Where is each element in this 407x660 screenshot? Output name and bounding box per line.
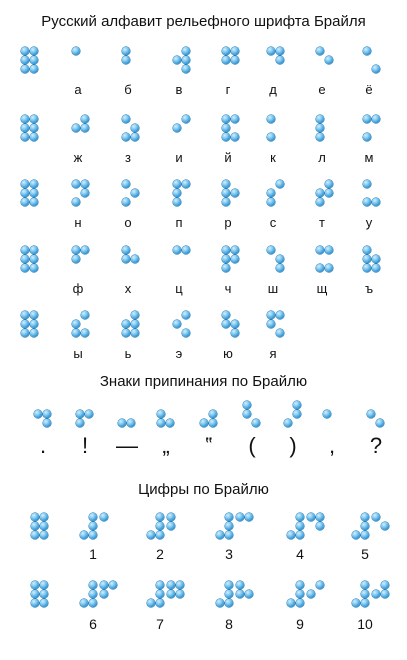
letter-label: ш [267, 281, 279, 296]
braille-dot [30, 65, 38, 73]
braille-dot [21, 198, 29, 206]
braille-dot [21, 115, 29, 123]
number-label: 10 [357, 616, 373, 632]
braille-dot [30, 320, 38, 328]
braille-dot [381, 590, 389, 598]
braille-dot [72, 198, 80, 206]
braille-dot [182, 329, 190, 337]
braille-dot [296, 531, 304, 539]
braille-dot [80, 599, 88, 607]
braille-dot [21, 189, 29, 197]
braille-dot [122, 320, 130, 328]
punctuation-label: , [328, 433, 336, 458]
letter-label: у [365, 215, 373, 230]
letter-label: ъ [364, 281, 374, 296]
braille-dot [222, 180, 230, 188]
braille-dot [167, 581, 175, 589]
braille-dot [21, 65, 29, 73]
braille-dot [72, 124, 80, 132]
braille-dot [30, 311, 38, 319]
letter-label: к [270, 150, 276, 165]
letter-label: в [175, 82, 183, 97]
braille-dot [72, 246, 80, 254]
letter-label: х [124, 281, 132, 296]
braille-dot [21, 180, 29, 188]
braille-dot [361, 522, 369, 530]
braille-dot [80, 531, 88, 539]
braille-dot [296, 522, 304, 530]
braille-dot [372, 255, 380, 263]
braille-dot [100, 581, 108, 589]
braille-dot [156, 531, 164, 539]
braille-dot [122, 246, 130, 254]
braille-dot [267, 320, 275, 328]
braille-dot [363, 198, 371, 206]
braille-dot [225, 581, 233, 589]
letter-label: ж [73, 150, 83, 165]
braille-dot [30, 124, 38, 132]
braille-dot [276, 47, 284, 55]
punctuation-label: ‟ [205, 433, 213, 458]
letter-label: й [224, 150, 232, 165]
braille-dot [267, 198, 275, 206]
braille-dot [122, 115, 130, 123]
letter-label: р [224, 215, 232, 230]
braille-dot [21, 124, 29, 132]
braille-dot [81, 329, 89, 337]
braille-dot [31, 581, 39, 589]
punctuation-label: „ [162, 433, 170, 458]
letter-label: е [318, 82, 326, 97]
braille-dot [21, 264, 29, 272]
braille-dot [122, 180, 130, 188]
braille-dot [267, 115, 275, 123]
braille-dot [89, 522, 97, 530]
braille-dot [76, 410, 84, 418]
braille-dot [166, 419, 174, 427]
braille-dot [372, 513, 380, 521]
braille-dot [372, 590, 380, 598]
letter-label: г [225, 82, 231, 97]
braille-dot [176, 581, 184, 589]
braille-dot [131, 255, 139, 263]
braille-dot [34, 410, 42, 418]
braille-dot [231, 47, 239, 55]
braille-dot [372, 65, 380, 73]
number-label: 1 [89, 546, 97, 562]
braille-dot [316, 124, 324, 132]
letter-label: ф [72, 281, 84, 296]
braille-dot [361, 513, 369, 521]
braille-dot [325, 264, 333, 272]
braille-dot [231, 56, 239, 64]
number-label: 5 [361, 546, 369, 562]
braille-dot [21, 255, 29, 263]
braille-dot [276, 329, 284, 337]
braille-dot [72, 320, 80, 328]
braille-dot [222, 320, 230, 328]
braille-dot [21, 246, 29, 254]
braille-dot [225, 531, 233, 539]
braille-dot [381, 581, 389, 589]
braille-dot [131, 189, 139, 197]
braille-dot [323, 410, 331, 418]
braille-dot [222, 56, 230, 64]
braille-dot [361, 590, 369, 598]
braille-dot [276, 311, 284, 319]
braille-dot [236, 513, 244, 521]
punctuation-label: — [116, 433, 138, 458]
punctuation-label: . [39, 433, 47, 458]
braille-dot [122, 133, 130, 141]
braille-dot [372, 198, 380, 206]
braille-dot [182, 311, 190, 319]
braille-dot [147, 531, 155, 539]
letter-label: с [269, 215, 277, 230]
braille-dot [243, 401, 251, 409]
braille-dot [118, 419, 126, 427]
braille-dot [363, 246, 371, 254]
braille-dot [31, 590, 39, 598]
letter-label: т [319, 215, 325, 230]
braille-dot [252, 419, 260, 427]
braille-dot [316, 581, 324, 589]
braille-dot [72, 47, 80, 55]
braille-dot [182, 65, 190, 73]
braille-dot [89, 599, 97, 607]
letter-label: ы [73, 346, 83, 361]
braille-dot [72, 255, 80, 263]
alphabet-title: Русский алфавит рельефного шрифта Брайля [41, 13, 366, 30]
braille-dot [40, 590, 48, 598]
braille-dot [156, 522, 164, 530]
letter-label: ц [175, 281, 183, 296]
braille-dot [231, 189, 239, 197]
braille-dot [363, 47, 371, 55]
braille-dot [245, 513, 253, 521]
punctuation-title: Знаки припинания по Брайлю [99, 373, 308, 390]
braille-dot [316, 189, 324, 197]
letter-label: и [175, 150, 183, 165]
braille-dot [361, 599, 369, 607]
braille-dot [173, 189, 181, 197]
braille-dot [81, 180, 89, 188]
braille-dot [131, 320, 139, 328]
braille-dot [267, 246, 275, 254]
braille-dot [167, 513, 175, 521]
braille-dot [30, 56, 38, 64]
braille-dot [89, 581, 97, 589]
braille-dot [316, 246, 324, 254]
braille-dot [21, 320, 29, 328]
letter-label: ю [223, 346, 233, 361]
braille-dot [156, 590, 164, 598]
braille-dot [325, 246, 333, 254]
letter-label: п [175, 215, 183, 230]
braille-dot [363, 133, 371, 141]
braille-dot [287, 531, 295, 539]
braille-dot [89, 590, 97, 598]
braille-dot [43, 410, 51, 418]
braille-dot [316, 522, 324, 530]
braille-dot [287, 599, 295, 607]
braille-dot [167, 590, 175, 598]
braille-dot [100, 590, 108, 598]
braille-dot [81, 115, 89, 123]
braille-dot [352, 531, 360, 539]
braille-dot [76, 419, 84, 427]
braille-dot [307, 590, 315, 598]
braille-dot [363, 115, 371, 123]
braille-dot [156, 513, 164, 521]
braille-dot [30, 47, 38, 55]
braille-dot [361, 581, 369, 589]
braille-dot [222, 264, 230, 272]
braille-dot [173, 124, 181, 132]
braille-dot [376, 419, 384, 427]
braille-dot [173, 320, 181, 328]
braille-dot [267, 311, 275, 319]
braille-dot [293, 401, 301, 409]
punctuation-label: ) [289, 433, 297, 458]
braille-dot [81, 311, 89, 319]
braille-dot [131, 124, 139, 132]
braille-dot [173, 198, 181, 206]
braille-dot [225, 522, 233, 530]
number-label: 8 [225, 616, 233, 632]
braille-dot [363, 180, 371, 188]
braille-dot [157, 419, 165, 427]
punctuation-label: ? [369, 433, 383, 458]
braille-dot [316, 115, 324, 123]
braille-dot [296, 513, 304, 521]
braille-dot [245, 590, 253, 598]
letter-label: ё [365, 82, 373, 97]
braille-dot [21, 329, 29, 337]
braille-dot [222, 124, 230, 132]
braille-dot [325, 180, 333, 188]
braille-dot [276, 56, 284, 64]
braille-dot [176, 590, 184, 598]
braille-dot [40, 513, 48, 521]
braille-dot [122, 329, 130, 337]
braille-dot [216, 531, 224, 539]
braille-dot [167, 522, 175, 530]
braille-dot [31, 522, 39, 530]
braille-dot [122, 56, 130, 64]
braille-dot [147, 599, 155, 607]
number-label: 9 [296, 616, 304, 632]
braille-dot [352, 599, 360, 607]
braille-dot [182, 180, 190, 188]
braille-dot [316, 264, 324, 272]
braille-dot [296, 581, 304, 589]
braille-dot [200, 419, 208, 427]
letter-label: а [74, 82, 82, 97]
braille-dot [361, 531, 369, 539]
braille-dot [316, 198, 324, 206]
braille-dot [100, 513, 108, 521]
braille-dot [276, 255, 284, 263]
braille-dot [222, 255, 230, 263]
braille-dot [225, 599, 233, 607]
braille-dot [182, 246, 190, 254]
braille-dot [209, 419, 217, 427]
braille-dot [307, 513, 315, 521]
braille-dot [21, 311, 29, 319]
braille-dot [222, 311, 230, 319]
punctuation-label: ( [248, 433, 256, 458]
number-label: 6 [89, 616, 97, 632]
braille-dot [109, 581, 117, 589]
braille-dot [284, 419, 292, 427]
braille-dot [216, 599, 224, 607]
number-label: 3 [225, 546, 233, 562]
braille-dot [222, 115, 230, 123]
braille-dot [156, 581, 164, 589]
braille-dot [276, 264, 284, 272]
braille-dot [30, 180, 38, 188]
braille-dot [222, 133, 230, 141]
braille-dot [225, 513, 233, 521]
braille-dot [31, 599, 39, 607]
braille-dot [89, 513, 97, 521]
braille-dot [236, 590, 244, 598]
letter-label: щ [316, 281, 328, 296]
braille-dot [363, 264, 371, 272]
braille-dot [157, 410, 165, 418]
braille-dot [372, 264, 380, 272]
letter-label: я [269, 346, 277, 361]
braille-dot [231, 255, 239, 263]
braille-dot [231, 115, 239, 123]
braille-dot [243, 410, 251, 418]
braille-dot [173, 180, 181, 188]
braille-dot [30, 264, 38, 272]
braille-dot [363, 255, 371, 263]
braille-dot [222, 47, 230, 55]
braille-dot [30, 198, 38, 206]
braille-dot [296, 599, 304, 607]
letter-label: ч [224, 281, 232, 296]
braille-dot [30, 133, 38, 141]
braille-dot [173, 246, 181, 254]
braille-dot [222, 246, 230, 254]
braille-dot [182, 47, 190, 55]
braille-dot [81, 246, 89, 254]
braille-dot [316, 513, 324, 521]
braille-dot [21, 133, 29, 141]
braille-dot [122, 47, 130, 55]
braille-dot [21, 56, 29, 64]
braille-dot [296, 590, 304, 598]
braille-dot [316, 47, 324, 55]
letter-label: ь [124, 346, 132, 361]
braille-dot [40, 531, 48, 539]
braille-dot [222, 189, 230, 197]
braille-dot [30, 189, 38, 197]
braille-dot [222, 198, 230, 206]
braille-dot [381, 522, 389, 530]
braille-dot [30, 115, 38, 123]
braille-dot [367, 410, 375, 418]
letter-label: э [175, 346, 183, 361]
braille-dot [131, 329, 139, 337]
braille-dot [225, 590, 233, 598]
braille-dot [182, 115, 190, 123]
braille-dot [30, 255, 38, 263]
braille-dot [236, 581, 244, 589]
braille-dot [231, 320, 239, 328]
braille-dot [127, 419, 135, 427]
braille-dot [122, 255, 130, 263]
braille-dot [85, 410, 93, 418]
braille-dot [40, 581, 48, 589]
punctuation-label: ! [81, 433, 89, 458]
braille-dot [21, 47, 29, 55]
braille-dot [72, 180, 80, 188]
numbers-title: Цифры по Брайлю [138, 481, 269, 498]
braille-dot [267, 133, 275, 141]
braille-dot [156, 599, 164, 607]
braille-dot [173, 56, 181, 64]
letter-label: з [125, 150, 131, 165]
braille-dot [89, 531, 97, 539]
letter-label: б [124, 82, 132, 97]
braille-dot [231, 246, 239, 254]
braille-dot [31, 513, 39, 521]
braille-dot [122, 198, 130, 206]
braille-dot [40, 522, 48, 530]
number-label: 4 [296, 546, 304, 562]
braille-dot [131, 133, 139, 141]
braille-dot [30, 246, 38, 254]
braille-dot [30, 329, 38, 337]
braille-dot [43, 419, 51, 427]
braille-dot [293, 410, 301, 418]
braille-dot [209, 410, 217, 418]
letter-label: н [74, 215, 82, 230]
letter-label: д [269, 82, 277, 97]
braille-dot [81, 189, 89, 197]
number-label: 2 [156, 546, 164, 562]
braille-dot [267, 189, 275, 197]
braille-dot [267, 47, 275, 55]
letter-label: о [124, 215, 132, 230]
braille-dot [31, 531, 39, 539]
letter-label: л [318, 150, 326, 165]
braille-dot [325, 56, 333, 64]
braille-dot [231, 133, 239, 141]
braille-dot [72, 329, 80, 337]
braille-dot [40, 599, 48, 607]
braille-dot [325, 189, 333, 197]
number-label: 7 [156, 616, 164, 632]
braille-dot [182, 56, 190, 64]
letter-label: м [364, 150, 374, 165]
braille-dot [231, 329, 239, 337]
braille-dot [276, 180, 284, 188]
braille-dot [131, 311, 139, 319]
braille-dot [81, 124, 89, 132]
braille-dot [316, 133, 324, 141]
braille-dot [372, 115, 380, 123]
